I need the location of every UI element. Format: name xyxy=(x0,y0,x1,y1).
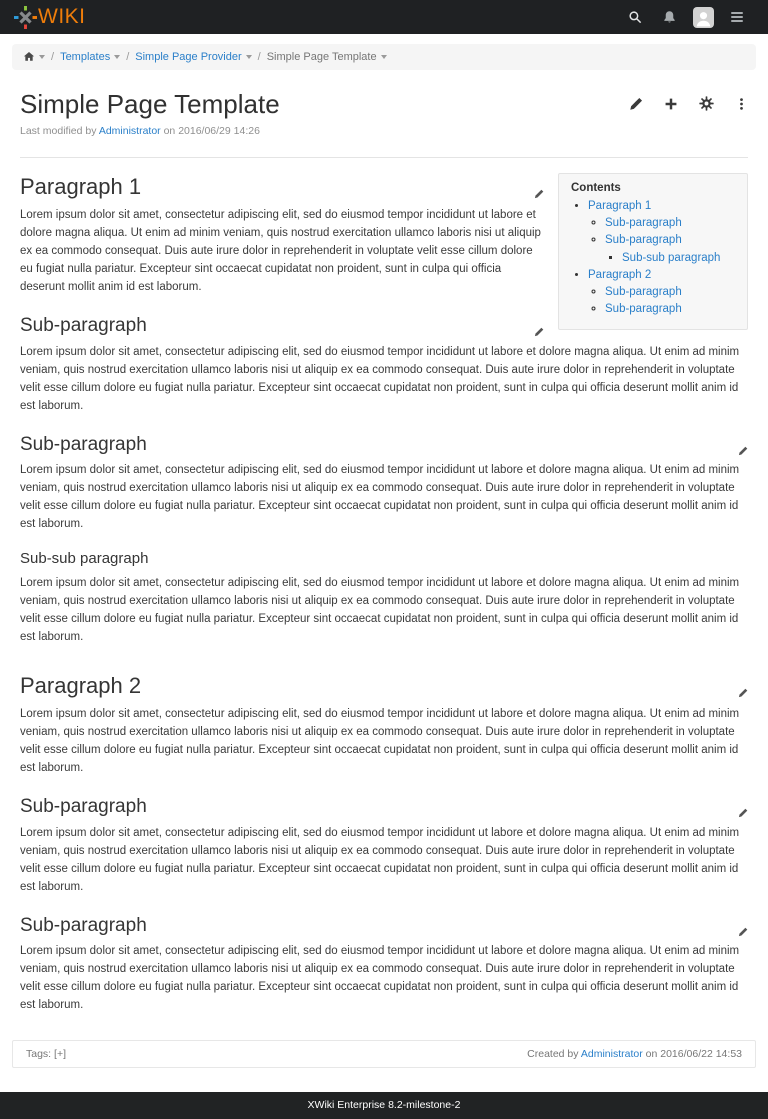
created-by xyxy=(527,1048,742,1060)
create-button[interactable] xyxy=(664,97,678,111)
section-title: Sub-paragraph xyxy=(20,433,147,455)
toc-link[interactable]: Sub-paragraph xyxy=(605,286,682,299)
section-body: Lorem ipsum dolor sit amet, consectetur adipiscing elit, sed do eiusmod tempor incididunt ut labore et dolore magna aliqua. Ut enim ad minim veniam, quis nostrud exercitation ullamco laboris nisi ut aliquip ex ea commodo consequat. Duis aute irure dolor in reprehenderit in voluptate velit esse cillum dolore eu fugiat nulla pariatur. Excepteur sint occaecat cupidatat non proident, sunt in culpa qui officia deserunt mollit anim id est laborum. xyxy=(20,577,740,643)
section-body: Lorem ipsum dolor sit amet, consectetur adipiscing elit, sed do eiusmod tempor incididunt ut labore et dolore magna aliqua. Ut enim ad minim veniam, quis nostrud exercitation ullamco laboris nisi ut aliquip ex ea commodo consequat. Duis aute irure dolor in reprehenderit in voluptate velit esse cillum dolore eu fugiat nulla pariatur. Excepteur sint occaecat cupidatat non proident, sunt in culpa qui officia deserunt mollit anim id est laborum. xyxy=(20,464,740,531)
tags xyxy=(26,1048,66,1060)
gear-icon xyxy=(699,96,714,111)
document-footer xyxy=(12,1040,756,1068)
section-title: Sub-sub paragraph xyxy=(20,550,149,568)
version-text: XWiki Enterprise 8.2-milestone-2 xyxy=(307,1099,461,1112)
section-edit-pencil-icon[interactable] xyxy=(738,673,748,702)
toc-list xyxy=(588,215,735,267)
section-title: Sub-paragraph xyxy=(20,914,147,936)
user-menu-button[interactable] xyxy=(686,0,720,34)
section-title: Sub-paragraph xyxy=(20,314,147,336)
section-heading xyxy=(20,434,748,457)
toc-link[interactable]: Sub-paragraph xyxy=(605,303,682,316)
toc-link[interactable]: Sub-paragraph xyxy=(605,217,682,230)
pencil-icon xyxy=(629,97,643,111)
section-edit-pencil-icon[interactable] xyxy=(534,315,544,341)
breadcrumb-item-simple-page-template xyxy=(267,51,387,63)
modified-suffix: on 2016/06/29 14:26 xyxy=(163,124,260,137)
page-title: Simple Page Template xyxy=(20,89,280,119)
toc-list xyxy=(605,250,735,267)
section-edit-pencil-icon[interactable] xyxy=(738,796,748,822)
kebab-icon xyxy=(735,97,748,111)
bell-icon xyxy=(662,10,677,25)
breadcrumb-home-caret[interactable] xyxy=(39,55,45,59)
xwiki-logo[interactable] xyxy=(14,6,86,29)
edit-button[interactable] xyxy=(629,97,643,111)
section-body: Lorem ipsum dolor sit amet, consectetur adipiscing elit, sed do eiusmod tempor incididunt ut labore et dolore magna aliqua. Ut enim ad minim veniam, quis nostrud exercitation ullamco laboris nisi ut aliquip ex ea commodo consequat. Duis aute irure dolor in reprehenderit in voluptate velit esse cillum dolore eu fugiat nulla pariatur. Excepteur sint occaecat cupidatat non proident, sunt in culpa qui officia deserunt mollit anim id est laborum. xyxy=(20,945,740,1012)
more-actions-button[interactable] xyxy=(735,97,748,111)
toc-link[interactable]: Sub-sub paragraph xyxy=(622,251,721,264)
user-avatar xyxy=(693,7,714,28)
toc-link[interactable]: Sub-paragraph xyxy=(605,234,682,247)
breadcrumb-caret[interactable] xyxy=(114,55,120,59)
notifications-button[interactable] xyxy=(652,0,686,34)
toc-item xyxy=(588,267,735,319)
tags-label: Tags: xyxy=(26,1048,52,1061)
breadcrumb-item-simple-page-provider xyxy=(135,51,251,63)
modified-prefix: Last modified by xyxy=(20,124,97,137)
breadcrumb-link[interactable]: Simple Page Provider xyxy=(135,51,242,63)
section-title: Paragraph 1 xyxy=(20,173,142,199)
top-navbar xyxy=(0,0,768,34)
navbar-actions xyxy=(618,0,754,34)
toc-link[interactable]: Paragraph 1 xyxy=(588,199,652,212)
administer-button[interactable] xyxy=(699,96,714,111)
breadcrumb: / Templates / Simple Page Provider / Simple Page Template xyxy=(12,44,756,70)
toc-item xyxy=(588,198,735,267)
toc-item xyxy=(605,301,735,318)
section-heading xyxy=(20,550,748,568)
breadcrumb-caret[interactable] xyxy=(381,55,387,59)
section-edit-pencil-icon[interactable] xyxy=(534,174,544,203)
brand-text: WIKI xyxy=(38,5,86,28)
modified-author-link[interactable]: Administrator xyxy=(98,124,161,137)
add-tag-button[interactable]: [+] xyxy=(54,1048,66,1061)
toc-item xyxy=(622,250,735,267)
created-author-link[interactable]: Administrator xyxy=(580,1048,643,1061)
xwiki-x-icon xyxy=(14,6,37,29)
section-body: Lorem ipsum dolor sit amet, consectetur adipiscing elit, sed do eiusmod tempor incididunt ut labore et dolore magna aliqua. Ut enim ad minim veniam, quis nostrud exercitation ullamco laboris nisi ut aliquip ex ea commodo consequat. Duis aute irure dolor in reprehenderit in voluptate velit esse cillum dolore eu fugiat nulla pariatur. Excepteur sint occaecat cupidatat non proident, sunt in culpa qui officia deserunt mollit anim id est laborum. xyxy=(20,345,740,412)
section-body: Lorem ipsum dolor sit amet, consectetur adipiscing elit, sed do eiusmod tempor incididunt ut labore et dolore magna aliqua. Ut enim ad minim veniam, quis nostrud exercitation ullamco laboris nisi ut aliquip ex ea commodo consequat. Duis aute irure dolor in reprehenderit in voluptate velit esse cillum dolore eu fugiat nulla pariatur. Excepteur sint occaecat cupidatat non proident, sunt in culpa qui officia deserunt mollit anim id est laborum. xyxy=(20,708,740,775)
home-icon xyxy=(23,51,35,63)
section-heading xyxy=(20,915,748,938)
title-row xyxy=(0,80,768,120)
last-modified xyxy=(0,120,768,137)
section-heading xyxy=(20,796,748,819)
hamburger-icon xyxy=(731,12,743,22)
section-heading xyxy=(20,673,748,699)
breadcrumb-link[interactable]: Templates xyxy=(60,51,111,63)
breadcrumb-current: Simple Page Template xyxy=(266,51,377,63)
toc-list xyxy=(588,284,735,319)
plus-icon xyxy=(664,97,678,111)
created-prefix: Created by xyxy=(527,1048,579,1061)
page-actions xyxy=(629,96,748,111)
breadcrumb-home[interactable] xyxy=(23,51,45,63)
page-content xyxy=(0,158,768,1028)
section-title: Sub-paragraph xyxy=(20,795,147,817)
toc-title: Contents xyxy=(571,181,621,194)
version-footer xyxy=(0,1092,768,1119)
breadcrumb-item-templates xyxy=(60,51,120,63)
search-icon xyxy=(628,10,643,25)
toc-item xyxy=(605,284,735,301)
toc-list xyxy=(571,198,735,319)
section-body: Lorem ipsum dolor sit amet, consectetur adipiscing elit, sed do eiusmod tempor incididunt ut labore et dolore magna aliqua. Ut enim ad minim veniam, quis nostrud exercitation ullamco laboris nisi ut aliquip ex ea commodo consequat. Duis aute irure dolor in reprehenderit in voluptate velit esse cillum dolore eu fugiat nulla pariatur. Excepteur sint occaecat cupidatat non proident, sunt in culpa qui officia deserunt mollit anim id est laborum. xyxy=(20,209,541,294)
toc-item xyxy=(605,215,735,232)
section-edit-pencil-icon[interactable] xyxy=(738,434,748,460)
section-edit-pencil-icon[interactable] xyxy=(738,915,748,941)
toc-link[interactable]: Paragraph 2 xyxy=(588,268,652,281)
breadcrumb-caret[interactable] xyxy=(246,55,252,59)
section-body: Lorem ipsum dolor sit amet, consectetur adipiscing elit, sed do eiusmod tempor incididunt ut labore et dolore magna aliqua. Ut enim ad minim veniam, quis nostrud exercitation ullamco laboris nisi ut aliquip ex ea commodo consequat. Duis aute irure dolor in reprehenderit in voluptate velit esse cillum dolore eu fugiat nulla pariatur. Excepteur sint occaecat cupidatat non proident, sunt in culpa qui officia deserunt mollit anim id est laborum. xyxy=(20,826,740,893)
table-of-contents xyxy=(558,173,748,330)
section-title: Paragraph 2 xyxy=(20,672,142,698)
toc-item xyxy=(605,232,735,267)
search-button[interactable] xyxy=(618,0,652,34)
created-suffix: on 2016/06/22 14:53 xyxy=(645,1048,742,1061)
drawer-menu-button[interactable] xyxy=(720,0,754,34)
